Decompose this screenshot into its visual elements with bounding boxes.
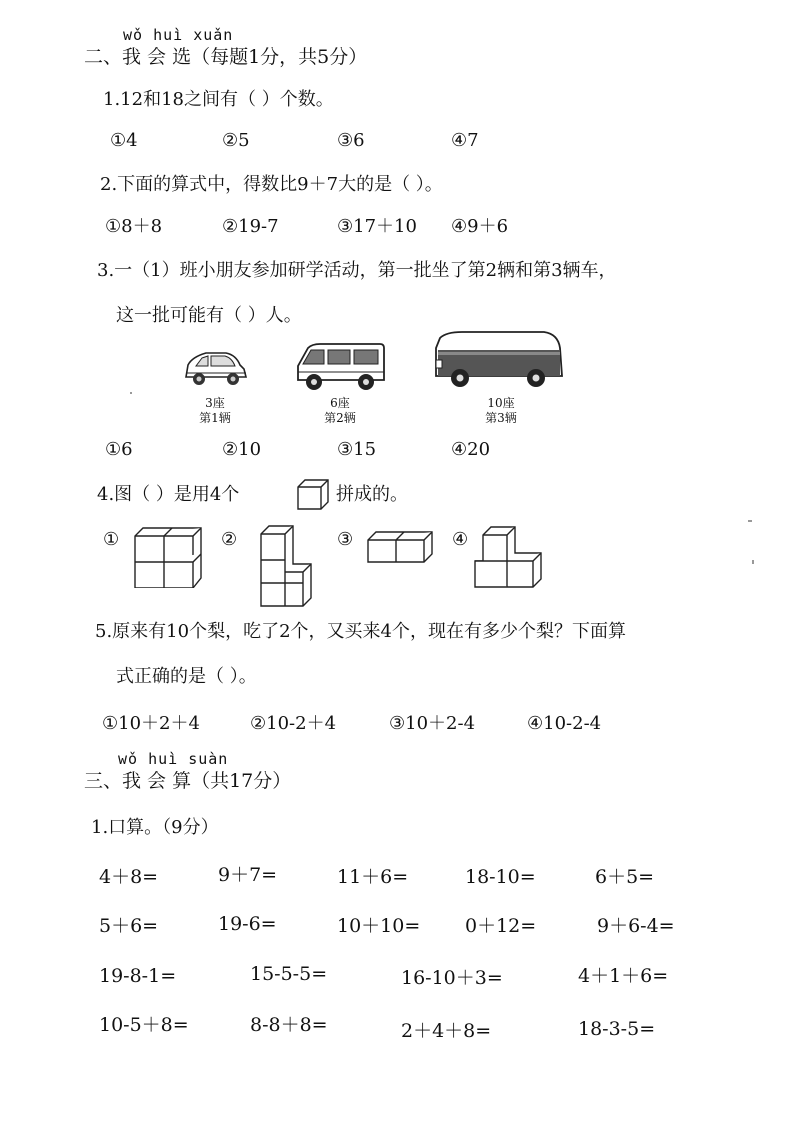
section3-title: 三、我 会 算（共17分） xyxy=(84,770,292,792)
q2-option-1[interactable]: ①8＋8 xyxy=(105,216,163,237)
q5-option-4[interactable]: ④10-2-4 xyxy=(527,713,602,734)
cube-figure-1 xyxy=(133,526,203,588)
q2-option-3[interactable]: ③17＋10 xyxy=(337,216,417,237)
cube-figure-3 xyxy=(366,528,434,564)
calc-3-4: 4＋1＋6= xyxy=(578,965,669,987)
q4-text-b: 拼成的。 xyxy=(336,484,408,505)
scan-speck xyxy=(752,560,754,564)
scan-speck xyxy=(130,392,132,394)
calc-1-5: 6＋5= xyxy=(595,866,655,888)
scan-speck xyxy=(748,520,752,522)
cube-icon xyxy=(296,478,330,510)
q5-line2: 式正确的是（ ）。 xyxy=(116,666,257,687)
q2-text: 2.下面的算式中，得数比9＋7大的是（ ）。 xyxy=(100,174,443,195)
calc-1-3: 11＋6= xyxy=(337,866,409,888)
cube-figure-4 xyxy=(473,525,543,589)
section2-title: 二、我 会 选（每题1分，共5分） xyxy=(84,46,368,68)
calc-3-1: 19-8-1= xyxy=(99,965,177,987)
calc-1-2: 9＋7= xyxy=(218,864,278,886)
car-image xyxy=(180,347,250,392)
q5-option-3[interactable]: ③10＋2-4 xyxy=(389,713,476,734)
bus-image xyxy=(432,330,566,390)
q4-option-3-mark[interactable]: ③ xyxy=(337,529,354,550)
q5-line1: 5.原来有10个梨，吃了2个，又买来4个，现在有多少个梨？下面算 xyxy=(95,621,626,642)
vehicle1-seats: 3座 xyxy=(205,396,225,410)
calc-3-3: 16-10＋3= xyxy=(401,967,503,989)
q1-option-4[interactable]: ④7 xyxy=(451,130,479,151)
q4-option-1-mark[interactable]: ① xyxy=(103,529,120,550)
q1-option-1[interactable]: ①4 xyxy=(110,130,138,151)
calc-1-4: 18-10= xyxy=(465,866,536,888)
vehicle3-label: 第3辆 xyxy=(485,411,517,425)
q4-option-4-mark[interactable]: ④ xyxy=(452,529,469,550)
calc-4-4: 18-3-5= xyxy=(578,1018,656,1040)
q2-option-4[interactable]: ④9＋6 xyxy=(451,216,509,237)
vehicle2-label: 第2辆 xyxy=(324,411,356,425)
q3-line1: 3.一（1）班小朋友参加研学活动，第一批坐了第2辆和第3辆车， xyxy=(97,260,617,281)
vehicle1-label: 第1辆 xyxy=(199,411,231,425)
calc-4-3: 2＋4＋8= xyxy=(401,1020,492,1042)
q1-option-3[interactable]: ③6 xyxy=(337,130,365,151)
q1-text: 1.12和18之间有（ ）个数。 xyxy=(103,89,334,110)
vehicle2-seats: 6座 xyxy=(330,396,350,410)
q3-option-4[interactable]: ④20 xyxy=(451,439,491,460)
q5-option-2[interactable]: ②10-2＋4 xyxy=(250,713,337,734)
q3-option-2[interactable]: ②10 xyxy=(222,439,262,460)
vehicle3-seats: 10座 xyxy=(487,396,515,410)
q4-option-2-mark[interactable]: ② xyxy=(221,529,238,550)
cube-figure-2 xyxy=(259,524,313,608)
q3-option-3[interactable]: ③15 xyxy=(337,439,377,460)
section2-pinyin: wǒ huì xuǎn xyxy=(123,26,234,44)
q5-option-1[interactable]: ①10＋2＋4 xyxy=(102,713,200,734)
calc-4-1: 10-5＋8= xyxy=(99,1014,189,1036)
q2-option-2[interactable]: ②19-7 xyxy=(222,216,279,237)
calc-3-2: 15-5-5= xyxy=(250,963,328,985)
calc-4-2: 8-8＋8= xyxy=(250,1014,328,1036)
section3-pinyin: wǒ huì suàn xyxy=(118,750,229,768)
calc-2-2: 19-6= xyxy=(218,913,277,935)
calc-2-3: 10＋10= xyxy=(337,915,421,937)
calc-2-4: 0＋12= xyxy=(465,915,537,937)
q3-option-1[interactable]: ①6 xyxy=(105,439,133,460)
section3-sub: 1.口算。（9分） xyxy=(91,817,219,838)
q4-text-a: 4.图（ ）是用4个 xyxy=(97,484,240,505)
q3-line2: 这一批可能有（ ）人。 xyxy=(116,305,302,326)
calc-1-1: 4＋8= xyxy=(99,866,159,888)
van-image xyxy=(294,342,386,392)
q1-option-2[interactable]: ②5 xyxy=(222,130,250,151)
calc-2-5: 9＋6-4= xyxy=(597,915,675,937)
calc-2-1: 5＋6= xyxy=(99,915,159,937)
